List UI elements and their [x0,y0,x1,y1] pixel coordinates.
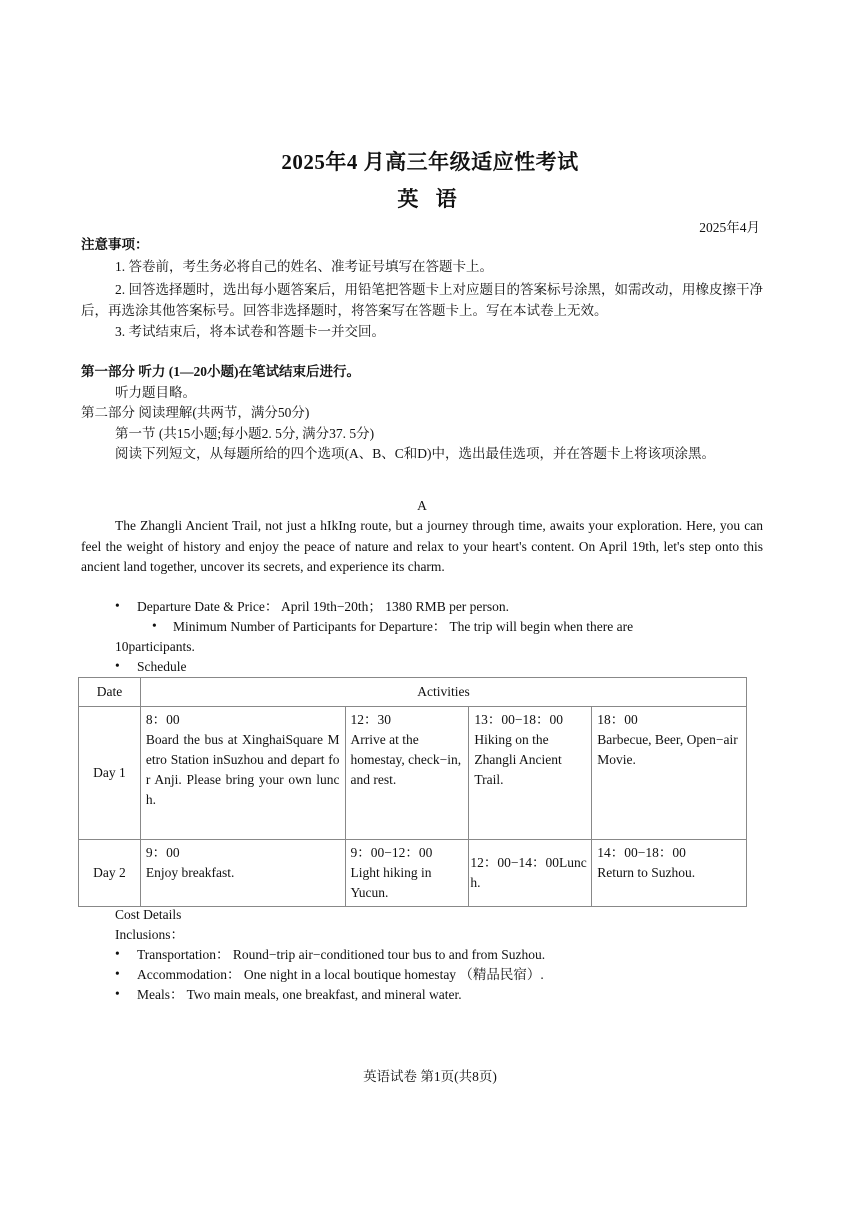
minimum-participants: Minimum Number of Participants for Departure： The trip will begin when there are [173,619,634,634]
table-row [79,707,747,840]
bullet-dot: • [115,598,120,613]
table-cell [592,840,747,907]
cell-time: 13：00−18：00 [474,712,564,727]
notice-item-3: 3. 考试结束后，将本试卷和答题卡一并交回。 [115,324,385,339]
cell-text: Barbecue, Beer, Open−air Movie. [597,732,738,767]
cell-time: 8：00 [145,712,180,727]
table-cell [140,707,345,840]
exam-title: 2025年4 月高三年级适应性考试 [281,150,579,174]
exam-date: 2025年4月 [699,220,760,235]
table-cell [469,707,592,840]
table-cell [345,840,469,907]
table-cell [592,707,747,840]
cell-time: 9：00 [145,845,180,860]
notice-item-2: 2. 回答选择题时，选出每小题答案后，用铅笔把答题卡上对应题目的答案标号涂黑，如需改动，用橡皮擦干净后，再选涂其他答案标号。回答非选择题时，将答案写在答题卡上。写在本试卷上无效。 [81,282,763,318]
cell-text: 12：00−14：00Lunch. [470,855,587,890]
day-label: Day 2 [79,840,141,907]
minimum-participants-cont: 10participants. [115,639,195,654]
table-header-row [79,678,747,707]
table-cell [140,840,345,907]
departure-info: Departure Date & Price： April 19th−20th； 1380 RMB per person. [137,599,510,614]
inclusion-meals: Meals： Two main meals, one breakfast, and mineral water. [137,987,462,1002]
page-footer: 英语试卷 第1页(共8页) [363,1069,497,1084]
passage-label: A [417,498,427,513]
part2-heading: 第二部分 阅读理解(共两节，满分50分) [81,405,310,420]
cell-time: 18：00 [597,712,638,727]
notice-heading: 注意事项： [81,237,149,252]
cell-time: 14：00−18：00 [597,845,686,860]
section1-heading: 第一节 (共15小题;每小题2. 5分, 满分37. 5分) [115,426,375,441]
inclusion-transport: Transportation： Round−trip air−conditioned tour bus to and from Suzhou. [137,947,546,962]
cell-text: Hiking on the Zhangli Ancient Trail. [474,732,562,787]
table-cell [345,707,469,840]
cell-text: Enjoy breakfast. [145,865,235,880]
cell-text: Light hiking in Yucun. [350,865,432,900]
cell-text: Return to Suzhou. [597,865,696,880]
cell-text: Board the bus at XinghaiSquare Metro Station inSuzhou and depart for Anji. Please bring your own lunch. [145,732,340,807]
reading-instruction: 阅读下列短文，从每题所给的四个选项(A、B、C和D)中，选出最佳选项，并在答题卡上将该项涂黑。 [115,446,715,461]
part1-note: 听力题目略。 [115,385,196,400]
bullet-dot: • [115,658,120,673]
cost-details: Cost Details [115,907,182,922]
part1-heading: 第一部分 听力 (1—20小题)在笔试结束后进行。 [81,364,360,379]
cell-time: 9：00−12：00 [350,845,433,860]
inclusions-heading: Inclusions： [115,927,184,942]
header-activities: Activities [140,678,746,707]
cell-time: 12：30 [350,712,392,727]
notice-item-1: 1. 答卷前，考生务必将自己的姓名、准考证号填写在答题卡上。 [115,259,493,274]
passage-intro: The Zhangli Ancient Trail, not just a hIkIng route, but a journey through time, awaits your exploration. Here, you can feel the weight of history and enjoy the peace of nature and relax to your heart's content. On April 19th, let's step onto this ancient land together, uncover its secrets, and experience its charm. [81,518,763,574]
day-label: Day 1 [79,707,141,840]
bullet-dot: • [115,966,120,981]
inclusion-accommodation: Accommodation： One night in a local boutique homestay （精品民宿）. [137,967,544,982]
subject-title: 英 语 [397,187,463,211]
bullet-dot: • [115,946,120,961]
table-cell [469,840,592,907]
bullet-dot: • [152,618,157,633]
schedule-label: Schedule [137,659,187,674]
schedule-table [78,677,747,907]
cell-text: Arrive at the homestay, check−in, and rest. [350,732,462,787]
header-date: Date [79,678,141,707]
bullet-dot: • [115,986,120,1001]
table-row [79,840,747,907]
